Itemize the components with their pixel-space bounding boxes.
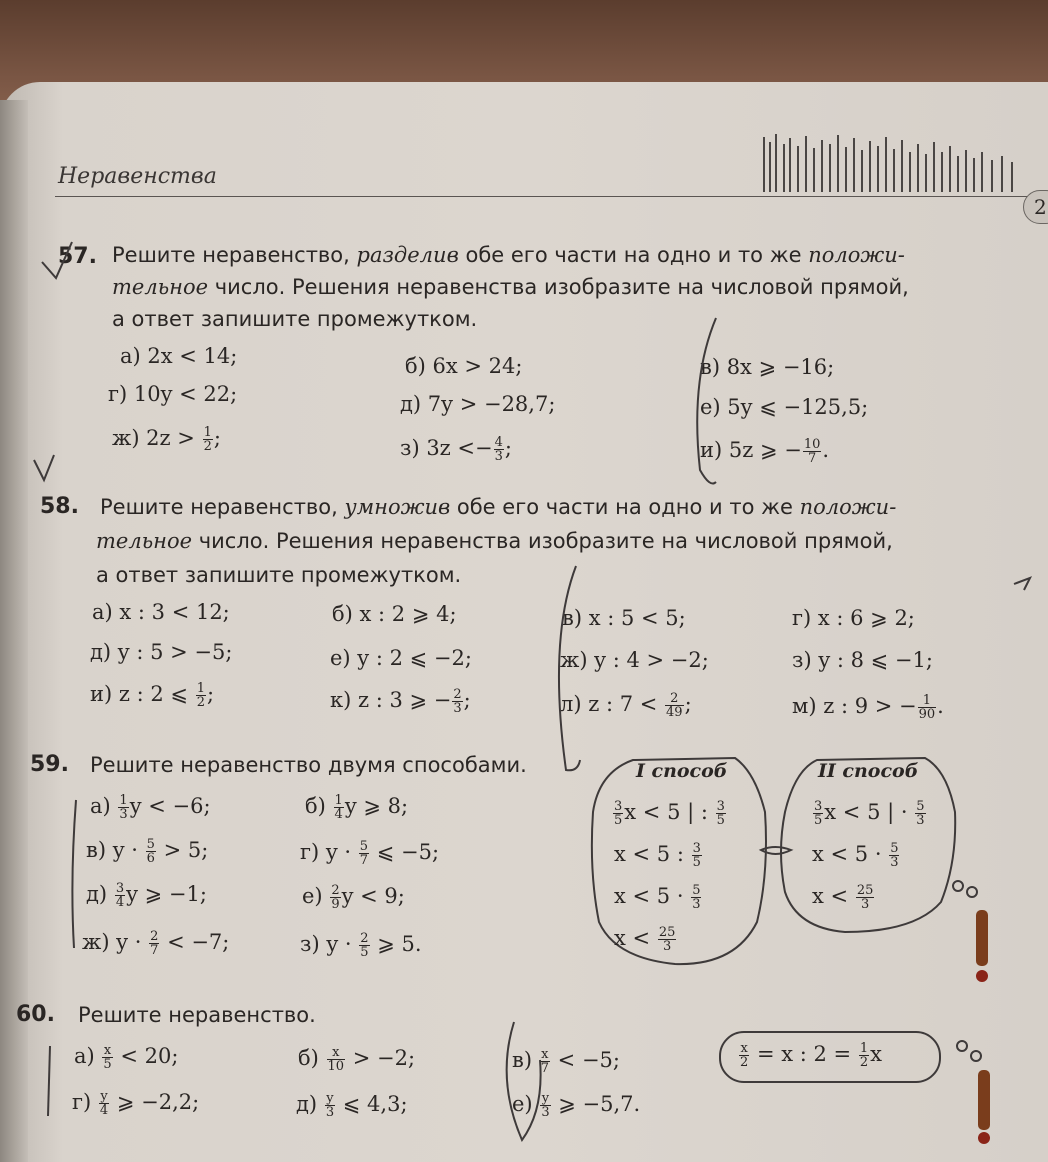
- expr: и) z : 2 ⩽: [90, 682, 188, 706]
- task-58-item-b: б) x : 2 ⩾ 4;: [332, 602, 457, 626]
- expr: ⩾ −2,2;: [116, 1090, 200, 1114]
- numerator: 3: [692, 841, 701, 856]
- expr: y ⩾ −1;: [126, 882, 207, 906]
- expr: г) y ·: [300, 840, 352, 864]
- expr: > −2;: [352, 1046, 416, 1070]
- expr: x < 5 :: [614, 842, 684, 866]
- task-57-number: 57.: [58, 244, 97, 269]
- task-60-title: Решите неравенство.: [78, 1003, 316, 1027]
- numerator: 1: [203, 425, 212, 440]
- denominator: 4: [334, 807, 343, 822]
- denominator: 6: [146, 851, 155, 866]
- task-58-item-e: е) y : 2 ⩽ −2;: [330, 646, 472, 670]
- numerator: x: [740, 1041, 748, 1056]
- denominator: 90: [918, 707, 936, 722]
- expr: г): [72, 1090, 92, 1114]
- denominator: 49: [666, 705, 683, 720]
- numerator: 1: [119, 793, 128, 808]
- expr: д): [296, 1092, 318, 1116]
- expr: в): [512, 1048, 533, 1072]
- task-58-item-zh: ж) y : 4 > −2;: [560, 648, 709, 672]
- task-57-item-v: в) 8x ⩾ −16;: [700, 355, 835, 379]
- numerator: 2: [453, 687, 462, 702]
- expr: ;: [684, 692, 692, 716]
- denominator: 7: [150, 943, 159, 958]
- task-58-text: число. Решения неравенства изобразите на числовой прямой,: [192, 529, 893, 553]
- expr: ;: [504, 436, 512, 460]
- task-57-text: число. Решения неравенства изобразите на числовой прямой,: [208, 275, 909, 299]
- numerator: 2: [360, 931, 369, 946]
- expr: м) z : 9 > −: [792, 694, 917, 718]
- task-57-text: Решите неравенство,: [112, 243, 357, 267]
- denominator: 2: [740, 1055, 749, 1070]
- expr: и) 5z ⩾ −: [700, 438, 802, 462]
- method-2-title: II способ: [818, 760, 919, 782]
- expr: y < 9;: [341, 884, 405, 908]
- expr: = x : 2 =: [756, 1042, 852, 1066]
- expr: б): [305, 794, 326, 818]
- expr: y ⩾ 8;: [344, 794, 409, 818]
- numerator: y: [100, 1089, 108, 1104]
- denominator: 3: [890, 855, 899, 870]
- expr: < 20;: [120, 1044, 179, 1068]
- denominator: 3: [453, 701, 462, 716]
- page-number: 2: [1023, 190, 1048, 224]
- task-59-number: 59.: [30, 752, 69, 777]
- expr: x: [870, 1042, 882, 1066]
- expr: x <: [614, 926, 651, 950]
- expr: ⩾ −5,7.: [558, 1092, 641, 1116]
- expr: .: [822, 438, 830, 462]
- denominator: 3: [662, 939, 672, 954]
- denominator: 3: [692, 897, 701, 912]
- task-58-text: Решите неравенство,: [100, 495, 345, 519]
- expr: ж) y ·: [82, 930, 142, 954]
- numerator: 3: [115, 881, 125, 896]
- denominator: 5: [614, 813, 623, 828]
- denominator: 3: [119, 807, 128, 822]
- task-58-line-3: а ответ запишите промежутком.: [96, 563, 462, 587]
- task-58-item-z: з) y : 8 ⩽ −1;: [792, 648, 933, 672]
- task-57-item-b: б) 6x > 24;: [405, 354, 523, 378]
- denominator: 4: [115, 895, 125, 910]
- numerator: 5: [146, 837, 155, 852]
- numerator: 2: [665, 692, 684, 706]
- expr: −: [475, 436, 493, 460]
- task-57-emphasis: тельное: [112, 275, 209, 299]
- task-58-emphasis: положи-: [799, 495, 897, 519]
- expr: ;: [463, 688, 471, 712]
- numerator: 5: [890, 841, 899, 856]
- pen-squiggle: [1014, 578, 1030, 590]
- expr: б): [298, 1046, 319, 1070]
- margin-line-59: [72, 800, 76, 948]
- numerator: 1: [859, 1041, 869, 1056]
- denominator: 7: [540, 1061, 549, 1076]
- numerator: 1: [918, 694, 937, 708]
- task-57-text: обе его части на одно и то же: [458, 243, 809, 267]
- denominator: 2: [859, 1055, 869, 1070]
- expr: л) z : 7 <: [560, 692, 658, 716]
- expr: < −7;: [167, 930, 230, 954]
- task-57-item-d: д) 7y > −28,7;: [400, 392, 556, 416]
- denominator: 3: [494, 449, 503, 464]
- doodle-figure-2: [952, 1036, 1002, 1146]
- task-58-item-a: а) x : 3 < 12;: [92, 600, 230, 624]
- expr: д): [86, 882, 108, 906]
- numerator: 5: [916, 799, 925, 814]
- numerator: 1: [196, 681, 205, 696]
- denominator: 2: [203, 439, 212, 454]
- expr: y < −6;: [129, 794, 211, 818]
- expr: в) y ·: [86, 838, 138, 862]
- task-58-item-d: д) y : 5 > −5;: [90, 640, 233, 664]
- numerator: 4: [494, 435, 503, 450]
- task-58-emphasis: тельное: [96, 529, 193, 553]
- denominator: 3: [916, 813, 925, 828]
- expr: ⩽ 4,3;: [342, 1092, 408, 1116]
- denominator: 5: [716, 813, 725, 828]
- numerator: 2: [150, 929, 159, 944]
- numerator: 25: [658, 925, 676, 940]
- expr: x <: [812, 884, 849, 908]
- numerator: 3: [614, 799, 623, 814]
- numerator: 5: [359, 839, 369, 854]
- numerator: 1: [334, 793, 343, 808]
- expr: x < 5 | :: [624, 800, 708, 824]
- numerator: x: [103, 1043, 112, 1058]
- method-1-title: I способ: [636, 760, 728, 782]
- expr: е): [302, 884, 323, 908]
- bracket-57-right: [697, 318, 716, 484]
- checkmark-57: [42, 242, 72, 278]
- expr: а): [90, 794, 111, 818]
- task-57-emphasis: положи-: [808, 243, 905, 267]
- expr: x < 5 ·: [812, 842, 882, 866]
- denominator: 10: [327, 1059, 345, 1074]
- expr: .: [937, 694, 944, 718]
- task-58-item-v: в) x : 5 < 5;: [562, 606, 686, 630]
- expr: ⩾ 5.: [377, 932, 422, 956]
- denominator: 3: [325, 1105, 335, 1120]
- expr: ;: [213, 426, 221, 450]
- expr: ж) 2z >: [112, 426, 195, 450]
- task-57-emphasis: разделив: [356, 243, 459, 267]
- expr: з) 3z <: [400, 436, 476, 460]
- denominator: 5: [360, 945, 369, 960]
- numerator: 3: [814, 799, 823, 814]
- bracket-58-right: [559, 566, 580, 770]
- expr: ;: [206, 682, 215, 706]
- task-58-emphasis: умножив: [344, 495, 451, 519]
- numerator: x: [327, 1046, 346, 1060]
- numerator: x: [541, 1047, 549, 1062]
- expr: к) z : 3 ⩾ −: [330, 688, 452, 712]
- bracket-60-v: [507, 1022, 541, 1140]
- expr: а): [74, 1044, 95, 1068]
- expr: x < 5 | ·: [824, 800, 908, 824]
- numerator: 25: [856, 883, 874, 898]
- task-58-number: 58.: [40, 494, 79, 519]
- task-58-text: обе его части на одно и то же: [450, 495, 800, 519]
- task-57-item-g: г) 10y < 22;: [108, 382, 238, 406]
- expr: ⩽ −5;: [376, 840, 440, 864]
- denominator: 5: [103, 1057, 112, 1072]
- denominator: 5: [814, 813, 823, 828]
- doodle-figure-1: [948, 876, 998, 986]
- task-59-title: Решите неравенство двумя способами.: [90, 753, 527, 777]
- expr: x < 5 ·: [614, 884, 684, 908]
- denominator: 2: [196, 695, 205, 710]
- task-57-item-e: е) 5y ⩽ −125,5;: [700, 395, 869, 419]
- numerator: y: [326, 1091, 334, 1106]
- denominator: 7: [807, 451, 817, 466]
- denominator: 9: [331, 897, 340, 912]
- expr: з) y ·: [300, 932, 352, 956]
- expr: е): [512, 1092, 533, 1116]
- task-57-item-a: а) 2x < 14;: [120, 344, 238, 368]
- numerator: 3: [716, 799, 725, 814]
- numerator: 2: [331, 883, 340, 898]
- task-58-item-g: г) x : 6 ⩾ 2;: [792, 606, 915, 630]
- denominator: 3: [860, 897, 870, 912]
- checkmark-margin: [34, 455, 54, 480]
- denominator: 7: [359, 853, 369, 868]
- task-60-number: 60.: [16, 1002, 55, 1027]
- denominator: 4: [99, 1103, 109, 1118]
- expr: < −5;: [557, 1048, 620, 1072]
- numerator: y: [541, 1091, 550, 1106]
- running-head: Неравенства: [58, 164, 217, 189]
- numerator: 10: [803, 437, 821, 452]
- task-57-line-3: а ответ запишите промежутком.: [112, 307, 478, 331]
- numerator: 5: [692, 883, 701, 898]
- expr: > 5;: [163, 838, 209, 862]
- margin-line-60: [48, 1046, 50, 1116]
- denominator: 3: [541, 1105, 550, 1120]
- denominator: 5: [692, 855, 701, 870]
